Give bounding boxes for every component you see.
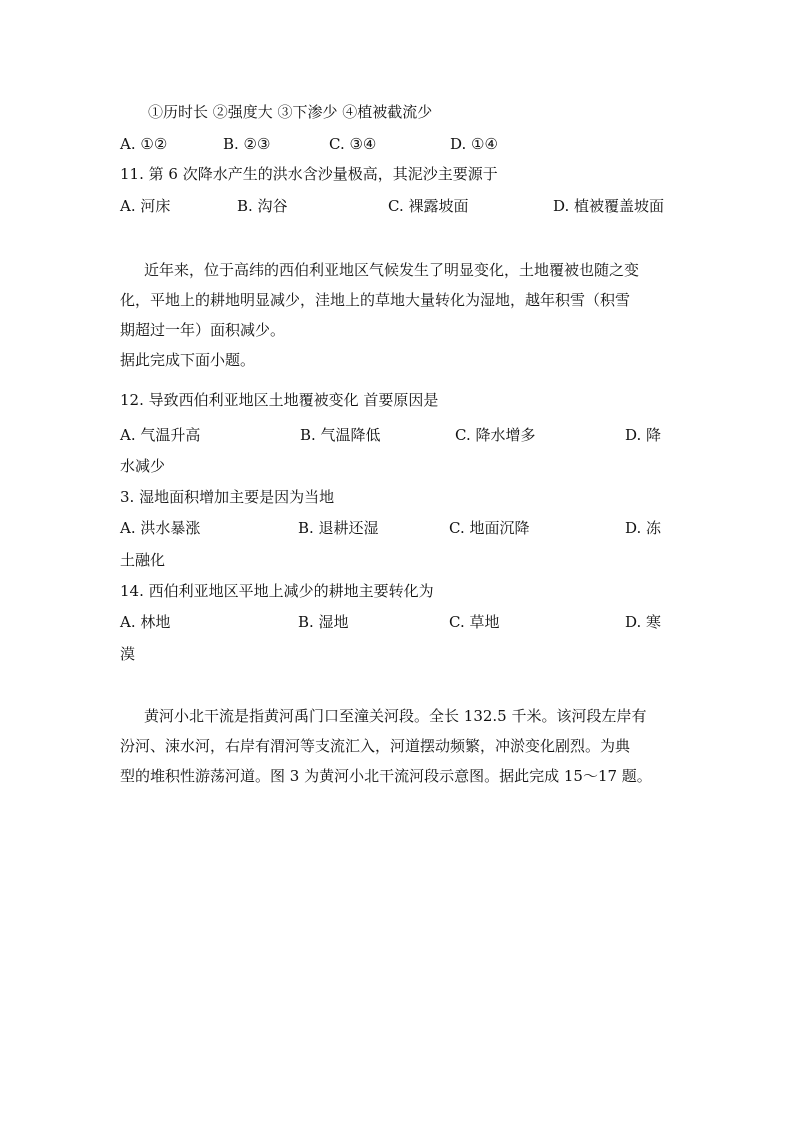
q14-option-c: C. 草地 xyxy=(449,613,500,631)
q13-option-d: D. 冻 xyxy=(625,519,662,537)
q12-option-d-wrap: 水减少 xyxy=(120,457,166,475)
q10-option-d: D. ①④ xyxy=(450,135,498,153)
q14-option-d: D. 寒 xyxy=(625,613,662,631)
q13-option-b: B. 退耕还湿 xyxy=(298,519,379,537)
q13-option-a: A. 洪水暴涨 xyxy=(120,519,201,537)
q11-option-d: D. 植被覆盖坡面 xyxy=(553,197,665,215)
passage2-instruction: 据此完成下面小题。 xyxy=(120,351,256,369)
q12-option-b: B. 气温降低 xyxy=(300,426,381,444)
q12-stem: 12. 导致西伯利亚地区土地覆被变化 首要原因是 xyxy=(120,391,439,409)
q11-option-c: C. 裸露坡面 xyxy=(388,197,469,215)
passage3-line-3: 型的堆积性游荡河道。图 3 为黄河小北干流河段示意图。据此完成 15～17 题。 xyxy=(120,767,652,785)
q14-option-d-wrap: 漠 xyxy=(120,645,136,663)
q14-option-b: B. 湿地 xyxy=(298,613,349,631)
q11-stem: 11. 第 6 次降水产生的洪水含沙量极高，其泥沙主要源于 xyxy=(120,165,498,183)
passage2-line-2: 化，平地上的耕地明显减少，洼地上的草地大量转化为湿地，越年积雪（积雪 xyxy=(120,291,631,309)
q10-statements: ①历时长 ②强度大 ③下渗少 ④植被截流少 xyxy=(148,103,433,121)
q10-option-c: C. ③④ xyxy=(329,135,377,153)
q11-option-b: B. 沟谷 xyxy=(237,197,288,215)
q12-option-a: A. 气温升高 xyxy=(120,426,201,444)
q13-option-c: C. 地面沉降 xyxy=(449,519,530,537)
q12-option-c: C. 降水增多 xyxy=(455,426,536,444)
passage2-line-1: 近年来，位于高纬的西伯利亚地区气候发生了明显变化，土地覆被也随之变 xyxy=(144,261,640,279)
passage3-line-2: 汾河、涑水河，右岸有渭河等支流汇入，河道摆动频繁，冲淤变化剧烈。为典 xyxy=(120,737,631,755)
q13-option-d-wrap: 土融化 xyxy=(120,551,166,569)
q13-stem: 3. 湿地面积增加主要是因为当地 xyxy=(120,488,335,506)
passage2-line-3: 期超过一年）面积减少。 xyxy=(120,321,286,339)
passage3-line-1: 黄河小北干流是指黄河禹门口至潼关河段。全长 132.5 千米。该河段左岸有 xyxy=(144,707,647,725)
q10-option-b: B. ②③ xyxy=(223,135,271,153)
q12-option-d: D. 降 xyxy=(625,426,662,444)
q14-option-a: A. 林地 xyxy=(120,613,171,631)
q14-stem: 14. 西伯利亚地区平地上减少的耕地主要转化为 xyxy=(120,582,434,600)
q10-option-a: A. ①② xyxy=(120,135,168,153)
q11-option-a: A. 河床 xyxy=(120,197,171,215)
